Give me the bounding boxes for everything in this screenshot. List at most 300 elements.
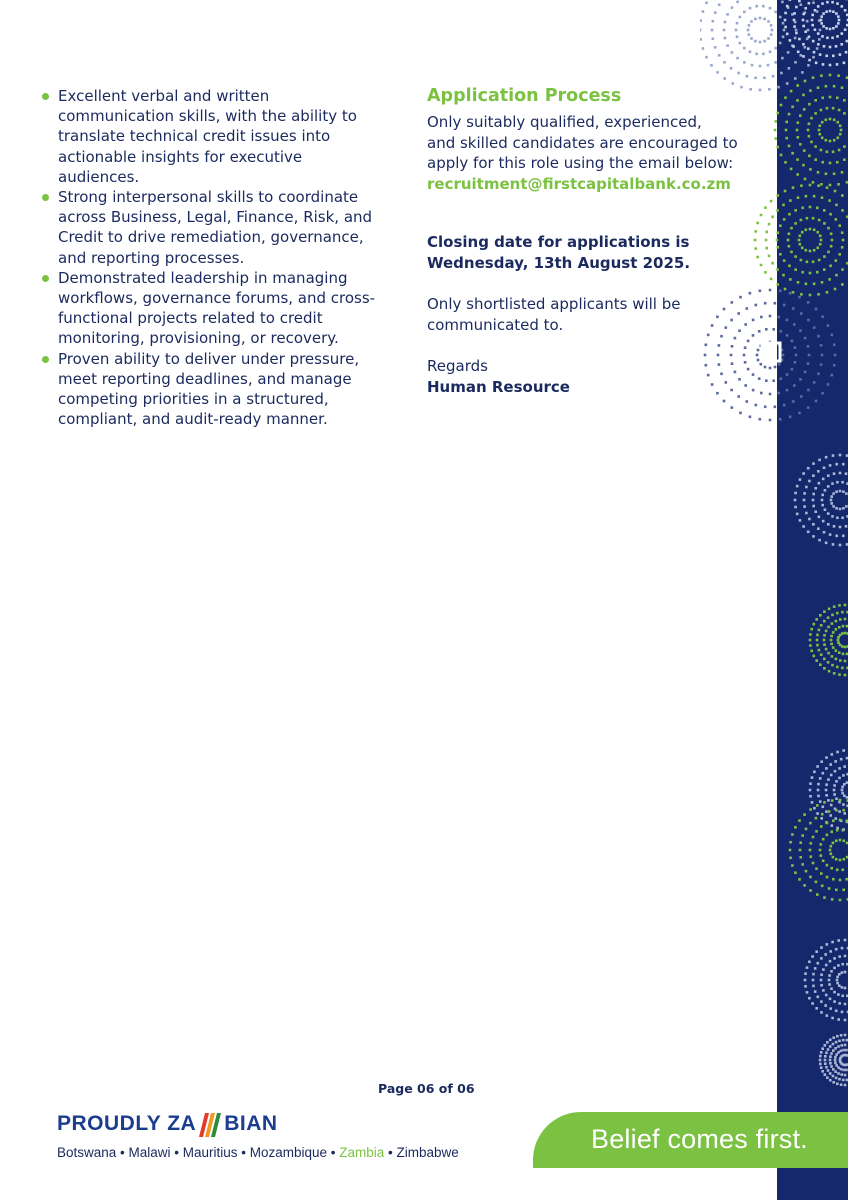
decor-dot	[724, 37, 727, 40]
list-item	[38, 187, 383, 268]
decor-dot	[841, 32, 844, 35]
decor-dot	[754, 77, 757, 80]
decor-dot	[823, 45, 826, 48]
decor-dot	[776, 194, 779, 197]
decor-dot	[749, 292, 752, 295]
decor-dot	[749, 88, 752, 91]
decor-dot	[837, 22, 840, 25]
decor-dot	[804, 30, 807, 33]
decor-dot	[789, 292, 792, 295]
decor-dot	[835, 840, 838, 843]
decor-dot	[807, 301, 810, 304]
decor-dot	[792, 186, 795, 189]
decor-dot	[777, 86, 780, 89]
decor-dot	[832, 1068, 835, 1071]
decor-dot	[841, 268, 844, 271]
decor-dot	[736, 57, 739, 60]
decor-dot	[836, 751, 839, 754]
decor-dot	[830, 643, 833, 646]
decor-dot	[820, 973, 823, 976]
decor-dot	[823, 620, 826, 623]
decor-dot	[833, 793, 836, 796]
decor-dot	[714, 46, 717, 49]
decor-dot	[815, 62, 818, 65]
decor-dot	[790, 227, 793, 230]
decor-dot	[844, 1044, 847, 1047]
decor-dot	[819, 663, 822, 666]
decor-dot	[787, 51, 790, 54]
decor-dot	[771, 216, 774, 219]
decor-dot	[839, 125, 842, 128]
decor-dot	[796, 99, 799, 102]
decor-dot	[841, 789, 844, 792]
decor-dot	[824, 953, 827, 956]
decor-dot	[834, 760, 837, 763]
decor-dot	[807, 362, 810, 365]
decor-dot	[812, 523, 815, 526]
decor-dot	[832, 10, 835, 13]
decor-dot	[822, 968, 825, 971]
decor-dot	[841, 231, 844, 234]
decor-dot	[818, 539, 821, 542]
decor-dot	[820, 817, 823, 820]
decor-dot	[836, 666, 839, 669]
decor-dot	[808, 2, 811, 5]
decor-dot	[826, 37, 829, 40]
decor-dot	[809, 889, 812, 892]
decor-dot	[817, 335, 820, 338]
decor-dot	[841, 971, 844, 974]
decor-dot	[820, 183, 823, 186]
decor-dot	[812, 493, 815, 496]
decor-dot	[748, 33, 751, 36]
decor-dot	[744, 323, 747, 326]
decor-dot	[754, 230, 757, 233]
decor-dot	[804, 985, 807, 988]
decor-dot	[764, 366, 767, 369]
decor-dot	[842, 889, 845, 892]
decor-dot	[812, 499, 815, 502]
decor-dot	[758, 330, 761, 333]
decor-dot	[799, 378, 802, 381]
decor-dot	[793, 323, 796, 326]
decor-dot	[839, 508, 842, 511]
decor-dot	[830, 1065, 833, 1068]
decor-dot	[794, 222, 797, 225]
decor-dot	[767, 20, 770, 23]
decor-dot	[730, 389, 733, 392]
country-list	[57, 1145, 459, 1160]
decor-dot	[817, 293, 820, 296]
decor-dot	[841, 5, 844, 8]
decor-dot	[765, 239, 768, 242]
decor-dot	[836, 481, 839, 484]
decor-dot	[792, 400, 795, 403]
decor-dot	[731, 406, 734, 409]
decor-dot	[820, 979, 823, 982]
decor-dot	[817, 184, 820, 187]
decor-dot	[804, 46, 807, 49]
decor-dot	[838, 19, 841, 22]
decor-dot	[777, 392, 780, 395]
decor-dot	[844, 632, 847, 635]
decor-dot	[836, 982, 839, 985]
decor-dot	[776, 209, 779, 212]
decor-dot	[801, 71, 804, 74]
decor-dot	[779, 253, 782, 256]
decor-dot	[835, 658, 838, 661]
decor-dot	[826, 1041, 829, 1044]
decor-dot	[810, 650, 813, 653]
decor-dot	[789, 416, 792, 419]
decor-dot	[844, 1003, 847, 1006]
decor-dot	[738, 329, 741, 332]
decor-dot	[754, 40, 757, 43]
decor-dot	[827, 1069, 830, 1072]
decor-dot	[820, 825, 823, 828]
decor-dot	[777, 316, 780, 319]
decor-dot	[825, 10, 828, 13]
shortlist-line: Only shortlisted applicants will be	[427, 295, 681, 313]
decor-dot	[743, 354, 746, 357]
decor-dot	[783, 218, 786, 221]
decor-dot	[821, 499, 824, 502]
decor-dot	[836, 161, 839, 164]
decor-dot	[832, 107, 835, 110]
decor-dot	[819, 125, 822, 128]
decor-dot	[813, 229, 816, 232]
logo-text-right: BIAN	[224, 1112, 278, 1135]
decor-dot	[844, 646, 847, 649]
decor-dot	[816, 893, 819, 896]
decor-dot	[774, 137, 777, 140]
decor-dot	[812, 985, 815, 988]
list-item	[38, 268, 383, 349]
decor-dot	[833, 1000, 836, 1003]
decor-dot	[823, 667, 826, 670]
decor-dot	[839, 490, 842, 493]
decor-dot	[822, 25, 825, 28]
decor-dot	[824, 1004, 827, 1007]
decor-dot	[801, 231, 804, 234]
decor-dot	[834, 817, 837, 820]
decor-dot	[785, 137, 788, 140]
decor-dot	[837, 15, 840, 18]
decor-dot	[779, 16, 782, 19]
decor-dot	[734, 371, 737, 374]
decor-dot	[832, 151, 835, 154]
decor-dot	[759, 418, 762, 421]
decor-dot	[774, 366, 777, 369]
decor-dot	[835, 620, 838, 623]
decor-dot	[830, 245, 833, 248]
decor-dot	[829, 464, 832, 467]
decor-dot	[817, 5, 820, 8]
decor-dot	[803, 884, 806, 887]
decor-dot	[754, 247, 757, 250]
decor-dot	[771, 262, 774, 265]
decor-dot	[812, 462, 815, 465]
decor-dot	[791, 833, 794, 836]
decor-dot	[829, 950, 832, 953]
decor-dot	[813, 655, 816, 658]
decor-dot	[835, 649, 838, 652]
decor-dot	[808, 518, 811, 521]
decor-dot	[736, 36, 739, 39]
decor-dot	[789, 278, 792, 281]
decor-dot	[819, 235, 822, 238]
decor-dot	[812, 181, 815, 184]
decor-dot	[842, 653, 845, 656]
decor-dot	[795, 354, 798, 357]
decor-dot	[840, 1068, 843, 1071]
decor-dot	[772, 379, 775, 382]
decor-dot	[780, 72, 783, 75]
decor-dot	[838, 777, 841, 780]
decor-dot	[827, 523, 830, 526]
decor-dot	[804, 972, 807, 975]
decor-dot	[752, 319, 755, 322]
decor-dot	[807, 345, 810, 348]
decor-dot	[833, 119, 836, 122]
decor-dot	[780, 154, 783, 157]
decor-dot	[825, 456, 828, 459]
decor-dot	[831, 799, 834, 802]
decor-dot	[725, 381, 728, 384]
decor-dot	[843, 783, 846, 786]
decor-dot	[774, 47, 777, 50]
decor-dot	[743, 11, 746, 14]
decor-dot	[821, 196, 824, 199]
decor-dot	[809, 876, 812, 879]
decor-dot	[833, 344, 836, 347]
decor-dot	[825, 119, 828, 122]
decor-dot	[806, 20, 809, 23]
decor-dot	[841, 963, 844, 966]
decor-dot	[791, 152, 794, 155]
decor-dot	[816, 644, 819, 647]
decor-dot	[820, 109, 823, 112]
decor-dot	[758, 377, 761, 380]
decor-dot	[841, 246, 844, 249]
decor-dot	[821, 97, 824, 100]
decor-dot	[829, 140, 832, 143]
decor-dot	[796, 84, 799, 87]
decor-dot	[830, 867, 833, 870]
decor-dot	[835, 809, 838, 812]
decor-dot	[830, 635, 833, 638]
decor-dot	[829, 1079, 832, 1082]
decor-dot	[832, 631, 835, 634]
decor-dot	[825, 85, 828, 88]
decor-dot	[815, 830, 818, 833]
instruction-line: apply for this role using the email below:	[427, 154, 734, 172]
decor-dot	[799, 849, 802, 852]
decor-dot	[832, 543, 835, 546]
decor-dot	[803, 813, 806, 816]
decor-dot	[760, 363, 763, 366]
decor-dot	[827, 485, 830, 488]
decor-dot	[800, 54, 803, 57]
decor-dot	[793, 25, 796, 28]
decor-dot	[755, 304, 758, 307]
decor-dot	[700, 29, 701, 32]
decor-dot	[831, 239, 834, 242]
decor-dot	[835, 535, 838, 538]
decor-dot	[815, 618, 818, 621]
decor-dot	[842, 803, 845, 806]
decor-dot	[799, 841, 802, 844]
decor-dot	[823, 268, 826, 271]
decor-dot	[786, 319, 789, 322]
decor-dot	[829, 28, 832, 31]
decor-dot	[818, 38, 821, 41]
decor-dot	[783, 404, 786, 407]
decor-dot	[768, 88, 771, 91]
decor-dot	[821, 316, 824, 319]
decor-dot	[834, 1062, 837, 1065]
instruction-line: Only suitably qualified, experienced,	[427, 113, 702, 131]
decor-dot	[816, 765, 819, 768]
decor-dot	[771, 29, 774, 32]
decor-dot	[810, 117, 813, 120]
decor-dot	[842, 809, 845, 812]
countries-text: • Zimbabwe	[384, 1145, 459, 1160]
decor-dot	[833, 789, 836, 792]
decor-dot	[774, 120, 777, 123]
decor-dot	[731, 362, 734, 365]
closing-line: Closing date for applications is	[427, 233, 690, 251]
decor-dot	[720, 373, 723, 376]
decor-dot	[774, 129, 777, 132]
decor-dot	[777, 231, 780, 234]
decor-dot	[726, 13, 729, 16]
decor-dot	[808, 480, 811, 483]
decor-dot	[793, 384, 796, 387]
decor-dot	[739, 16, 742, 19]
decor-dot	[827, 251, 830, 254]
decor-dot	[817, 527, 820, 530]
decor-dot	[809, 789, 812, 792]
bullet-icon	[42, 93, 49, 100]
decor-dot	[821, 35, 824, 38]
decor-dot	[836, 97, 839, 100]
decor-dot	[726, 44, 729, 47]
decor-dot	[810, 842, 813, 845]
decor-dot	[769, 289, 772, 292]
decor-dot	[786, 373, 789, 376]
decor-dot	[737, 395, 740, 398]
recruitment-email-link[interactable]: recruitment@firstcapitalbank.co.zm	[427, 174, 731, 193]
decor-dot	[838, 1040, 841, 1043]
decor-dot	[834, 1056, 837, 1059]
decor-dot	[842, 625, 845, 628]
decor-dot	[829, 763, 832, 766]
decor-dot	[817, 247, 820, 250]
decor-dot	[784, 26, 787, 29]
decor-dot	[835, 463, 838, 466]
decor-dot	[805, 283, 808, 286]
decor-dot	[796, 129, 799, 132]
decor-dot	[841, 171, 844, 174]
decor-dot	[731, 51, 734, 54]
decor-dot	[784, 161, 787, 164]
decor-dot	[750, 20, 753, 23]
decor-dot	[788, 213, 791, 216]
decor-dot	[789, 841, 792, 844]
decor-dot	[807, 29, 810, 32]
decor-dot	[828, 670, 831, 673]
decor-dot	[812, 40, 815, 43]
decor-dot	[801, 207, 804, 210]
decor-dot	[834, 1059, 837, 1062]
decor-dot	[815, 881, 818, 884]
decor-dot	[798, 0, 801, 2]
decor-dot	[844, 1019, 847, 1022]
decor-dot	[793, 19, 796, 22]
decor-dot	[736, 22, 739, 25]
decor-dot	[814, 99, 817, 102]
decor-dot	[814, 967, 817, 970]
decor-dot	[840, 43, 843, 46]
decor-dot	[759, 17, 762, 20]
decor-dot	[731, 345, 734, 348]
decor-dot	[718, 54, 721, 57]
decor-dot	[769, 419, 772, 422]
decor-dot	[760, 214, 763, 217]
decor-dot	[812, 535, 815, 538]
decor-dot	[840, 1073, 843, 1076]
decor-dot	[841, 667, 844, 670]
decor-dot	[814, 9, 817, 12]
decor-dot	[830, 831, 833, 834]
decor-dot	[832, 1036, 835, 1039]
decor-dot	[836, 1083, 839, 1086]
decor-dot	[829, 1059, 832, 1062]
decor-dot	[837, 1018, 840, 1021]
decor-dot	[840, 1034, 843, 1037]
decor-dot	[834, 354, 837, 357]
decor-dot	[712, 20, 715, 23]
decor-dot	[827, 799, 830, 802]
decor-dot	[813, 771, 816, 774]
decor-dot	[794, 61, 797, 64]
decor-dot	[776, 268, 779, 271]
decor-dot	[807, 47, 810, 50]
decor-dot	[817, 795, 820, 798]
decor-dot	[812, 973, 815, 976]
decor-dot	[824, 1055, 827, 1058]
decor-dot	[808, 103, 811, 106]
decor-dot	[764, 271, 767, 274]
decor-dot	[838, 984, 841, 987]
decor-dot	[800, 395, 803, 398]
decor-dot	[781, 1, 784, 4]
decor-dot	[834, 288, 837, 291]
decor-dot	[827, 1048, 830, 1051]
decor-dot	[711, 324, 714, 327]
decor-dot	[819, 1059, 822, 1062]
decor-dot	[774, 11, 777, 14]
decor-dot	[806, 991, 809, 994]
decor-dot	[829, 64, 832, 67]
decor-dot	[788, 233, 791, 236]
decor-dot	[830, 774, 833, 777]
decor-dot	[813, 51, 816, 54]
decor-dot	[807, 64, 810, 67]
decor-dot	[837, 993, 840, 996]
decor-dot	[829, 960, 832, 963]
